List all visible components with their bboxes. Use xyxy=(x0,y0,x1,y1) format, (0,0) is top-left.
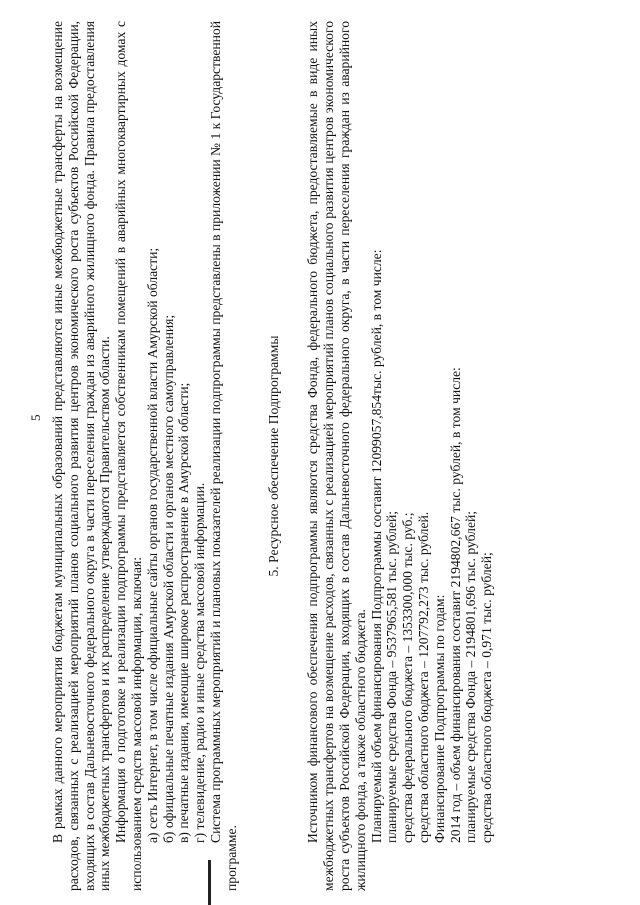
paragraph-system: Система программных мероприятий и плановых показателей реализации подпрограммы представлены в приложении № 1 к Государственной программе. xyxy=(207,21,239,891)
spacer xyxy=(293,21,305,891)
finance-line-regional: средства областного бюджета – 1207792,273 тыс. рублей. xyxy=(415,511,431,843)
scan-binding-mark xyxy=(208,860,211,905)
finance-line-by-years: Финансирование Подпрограммы по годам: xyxy=(431,594,447,843)
section-heading: 5. Ресурсное обеспечение Подпрограммы xyxy=(265,335,281,577)
page-number: 5 xyxy=(28,414,43,421)
paragraph-information: Информация о подготовке и реализации подпрограммы представляется собственникам помещений в аварийных многоквартирных домах с использованием средств массовой информации, включая: xyxy=(113,21,144,891)
finance-line-total: Планируемый объем финансирования Подпрограммы составит 12099057,854тыс. рублей, в том числе: xyxy=(368,249,384,843)
finance-line-2014-regional: средства областного бюджета – 0,971 тыс. рублей; xyxy=(479,552,495,843)
finance-line-federal: средства федерального бюджета – 1353300,000 тыс. руб.; xyxy=(400,512,416,843)
list-item-b: б) официальные печатные издания Амурской области и органов местного самоуправления; xyxy=(160,314,176,843)
finance-line-2014-fund: планируемые средства Фонда – 2194801,696 тыс. рублей; xyxy=(463,510,479,843)
paragraph-measure-description: В рамках данного мероприятия бюджетам муниципальных образований представляются иные межбюджетные трансферты на возмещение расходов, связанных с реализацией мероприятий планов социального развития центров экономического роста субъектов Российской Федерации, входящих в состав Дальневосточного федерального округа в части переселения граждан из аварийного жилищного фонда. Правила предоставления иных межбюджетных трансфертов и их распределение утверждаются Правительством области. xyxy=(50,21,113,891)
spacer xyxy=(240,21,252,891)
paragraph-sources: Источником финансового обеспечения подпрограммы являются средства Фонда, федерального бюджета, предоставляемые в виде иных межбюджетных трансфертов на возмещение расходов, связанных с реализацией мероприятий планов социального развития центров экономического роста субъектов Российской Федерации, входящих в состав Дальневосточного федерального округа, в части переселения граждан из аварийного жилищного фонда, а также областного бюджета. xyxy=(305,21,368,891)
list-item-a: а) сеть Интернет, в том числе официальные сайты органов государственной власти Амурской области; xyxy=(144,247,160,843)
list-item-d: г) телевидение, радио и иные средства массовой информации. xyxy=(192,482,208,843)
finance-line-2014: 2014 год – объем финансирования составит 2194802,667 тыс. рублей, в том числе: xyxy=(447,367,463,843)
finance-line-fund: планируемые средства Фонда – 9537965,581 тыс. рублей; xyxy=(384,510,400,843)
page-text-block xyxy=(28,21,610,891)
list-item-c: в) печатные издания, имеющие широкое распространение в Амурской области; xyxy=(176,382,192,843)
